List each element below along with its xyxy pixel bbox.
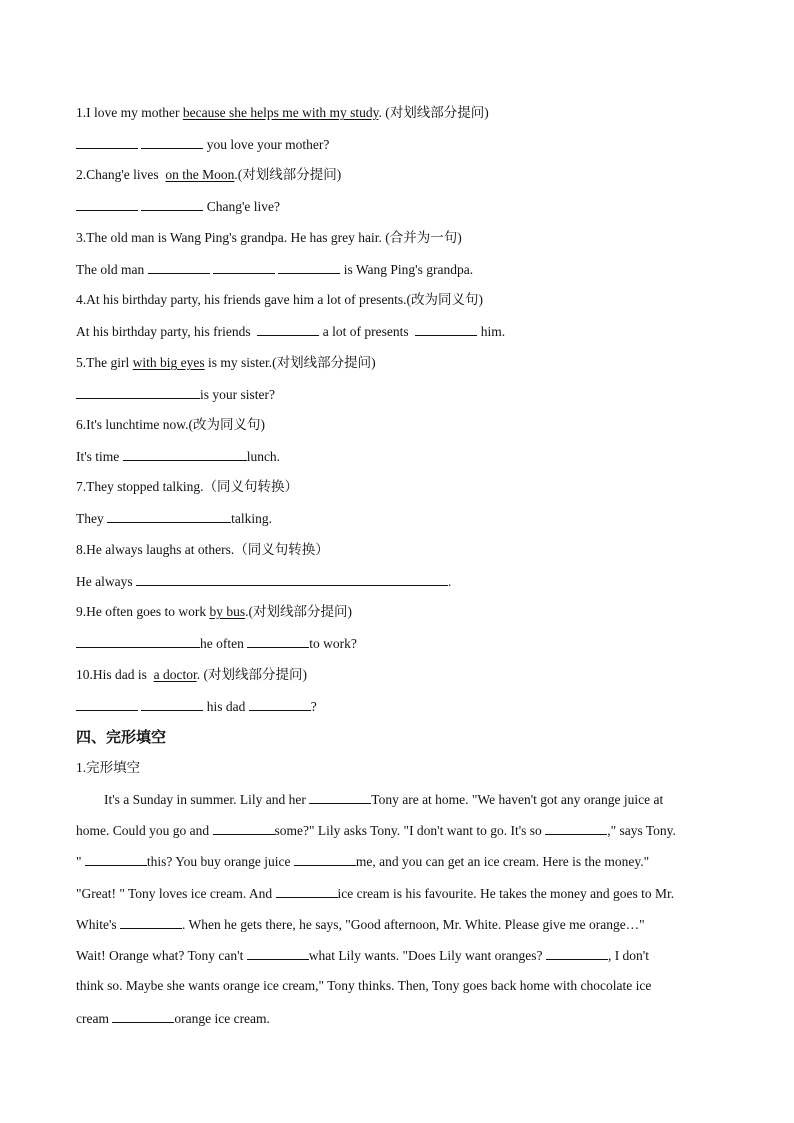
cloze-blank[interactable] xyxy=(276,884,338,898)
answer-9 xyxy=(76,634,736,653)
passage-text: orange ice cream. xyxy=(174,1011,270,1026)
answer-blank[interactable] xyxy=(257,322,319,336)
question-3: 3.The old man is Wang Ping's grandpa. He has grey hair. (合并为一句) xyxy=(76,230,462,245)
answer-text: his dad xyxy=(203,699,249,714)
answer-blank[interactable] xyxy=(76,135,138,149)
passage-text: ice cream is his favourite. He takes the money and goes to Mr. xyxy=(337,886,675,901)
answer-text: Chang'e live? xyxy=(203,199,281,214)
section-subheading: 1.完形填空 xyxy=(76,760,141,775)
underlined-part: on the Moon xyxy=(165,167,235,182)
answer-blank[interactable] xyxy=(249,697,311,711)
underlined-part: a doctor xyxy=(153,667,197,682)
answer-text: is Wang Ping's grandpa. xyxy=(340,262,474,277)
answer-8 xyxy=(76,572,736,591)
answer-2 xyxy=(76,197,736,216)
passage-text: Tony are at home. "We haven't got any orange juice at xyxy=(371,792,664,807)
cloze-blank[interactable] xyxy=(546,946,608,960)
cloze-blank[interactable] xyxy=(545,821,607,835)
cloze-blank[interactable] xyxy=(213,821,275,835)
instruction: .(对划线部分提问) xyxy=(234,167,342,182)
passage-text: home. Could you go and xyxy=(76,823,213,838)
question-9 xyxy=(76,603,736,621)
passage-line xyxy=(76,1009,726,1028)
question-5 xyxy=(76,354,736,372)
answer-6 xyxy=(76,447,736,466)
cloze-blank[interactable] xyxy=(247,946,309,960)
answer-4 xyxy=(76,322,736,341)
answer-text: At his birthday party, his friends xyxy=(76,324,254,339)
passage-text: Wait! Orange what? Tony can't xyxy=(76,948,247,963)
answer-blank[interactable] xyxy=(141,697,203,711)
answer-text: It's time xyxy=(76,449,123,464)
answer-10 xyxy=(76,697,736,716)
answer-text: He always xyxy=(76,574,136,589)
answer-blank[interactable] xyxy=(148,260,210,274)
answer-blank[interactable] xyxy=(107,509,231,523)
question-text: 1.I love my mother xyxy=(76,105,183,120)
answer-5 xyxy=(76,385,736,404)
answer-blank[interactable] xyxy=(415,322,477,336)
passage-text: " xyxy=(76,854,85,869)
underlined-part: with big eyes xyxy=(132,355,205,370)
question-text: 5.The girl xyxy=(76,355,133,370)
question-6: 6.It's lunchtime now.(改为同义句) xyxy=(76,417,266,432)
passage-text: me, and you can get an ice cream. Here is the money." xyxy=(355,854,650,869)
cloze-blank[interactable] xyxy=(120,915,182,929)
question-8: 8.He always laughs at others.（同义句转换） xyxy=(76,542,329,557)
passage-line xyxy=(76,821,726,840)
passage-text: ," says Tony. xyxy=(607,823,676,838)
section-heading: 四、完形填空 xyxy=(76,728,167,746)
question-2 xyxy=(76,166,736,184)
instruction: . (对划线部分提问) xyxy=(378,105,489,120)
question-1 xyxy=(76,104,736,122)
question-text: 2.Chang'e lives xyxy=(76,167,163,182)
answer-text: The old man xyxy=(76,262,148,277)
passage-line xyxy=(76,884,726,903)
answer-3 xyxy=(76,260,736,279)
passage-text: . When he gets there, he says, "Good afternoon, Mr. White. Please give me orange…" xyxy=(182,917,645,932)
answer-7 xyxy=(76,509,736,528)
answer-text: to work? xyxy=(309,636,357,651)
question-4: 4.At his birthday party, his friends gave him a lot of presents.(改为同义句) xyxy=(76,292,484,307)
answer-text: him. xyxy=(477,324,506,339)
answer-blank[interactable] xyxy=(123,447,247,461)
question-text: 10.His dad is xyxy=(76,667,151,682)
passage-line xyxy=(76,946,726,965)
passage-line xyxy=(76,915,726,934)
passage-line xyxy=(76,977,726,995)
passage-text: some?" Lily asks Tony. "I don't want to go. It's so xyxy=(274,823,546,838)
answer-blank[interactable] xyxy=(278,260,340,274)
instruction: .(对划线部分提问) xyxy=(245,604,352,619)
passage-text: , I don't xyxy=(607,948,649,963)
passage-text: White's xyxy=(76,917,121,932)
answer-blank[interactable] xyxy=(136,572,448,586)
passage-text: "Great! " Tony loves ice cream. And xyxy=(76,886,276,901)
answer-text: lunch. xyxy=(246,449,281,464)
cloze-blank[interactable] xyxy=(294,852,356,866)
answer-text: talking. xyxy=(231,511,272,526)
answer-text: is your sister? xyxy=(200,387,275,402)
answer-text: ? xyxy=(310,699,317,714)
instruction: . (对划线部分提问) xyxy=(196,667,307,682)
answer-text: a lot of presents xyxy=(319,324,412,339)
question-10 xyxy=(76,666,736,684)
answer-text: They xyxy=(76,511,108,526)
underlined-part: by bus xyxy=(209,604,246,619)
answer-blank[interactable] xyxy=(141,197,203,211)
answer-blank[interactable] xyxy=(141,135,203,149)
underlined-part: because she helps me with my study xyxy=(182,105,379,120)
cloze-blank[interactable] xyxy=(309,790,371,804)
answer-blank[interactable] xyxy=(76,697,138,711)
passage-line xyxy=(76,852,726,871)
answer-blank[interactable] xyxy=(247,634,309,648)
cloze-blank[interactable] xyxy=(112,1009,174,1023)
answer-blank[interactable] xyxy=(76,634,200,648)
answer-blank[interactable] xyxy=(76,197,138,211)
question-text: 9.He often goes to work xyxy=(76,604,210,619)
passage-line xyxy=(76,790,726,809)
cloze-blank[interactable] xyxy=(85,852,147,866)
answer-text: . xyxy=(447,574,452,589)
answer-text: he often xyxy=(200,636,248,651)
passage-text: cream xyxy=(76,1011,113,1026)
answer-1 xyxy=(76,135,736,154)
answer-blank[interactable] xyxy=(76,385,200,399)
answer-text: you love your mother? xyxy=(203,137,330,152)
passage-text: this? You buy orange juice xyxy=(146,854,294,869)
answer-blank[interactable] xyxy=(213,260,275,274)
question-7: 7.They stopped talking.（同义句转换） xyxy=(76,479,298,494)
instruction: is my sister.(对划线部分提问) xyxy=(204,355,376,370)
passage-text: what Lily wants. "Does Lily want oranges? xyxy=(308,948,546,963)
passage-text: It's a Sunday in summer. Lily and her xyxy=(104,792,310,807)
passage-text: think so. Maybe she wants orange ice cream," Tony thinks. Then, Tony goes back home with chocolate ice xyxy=(76,978,652,993)
